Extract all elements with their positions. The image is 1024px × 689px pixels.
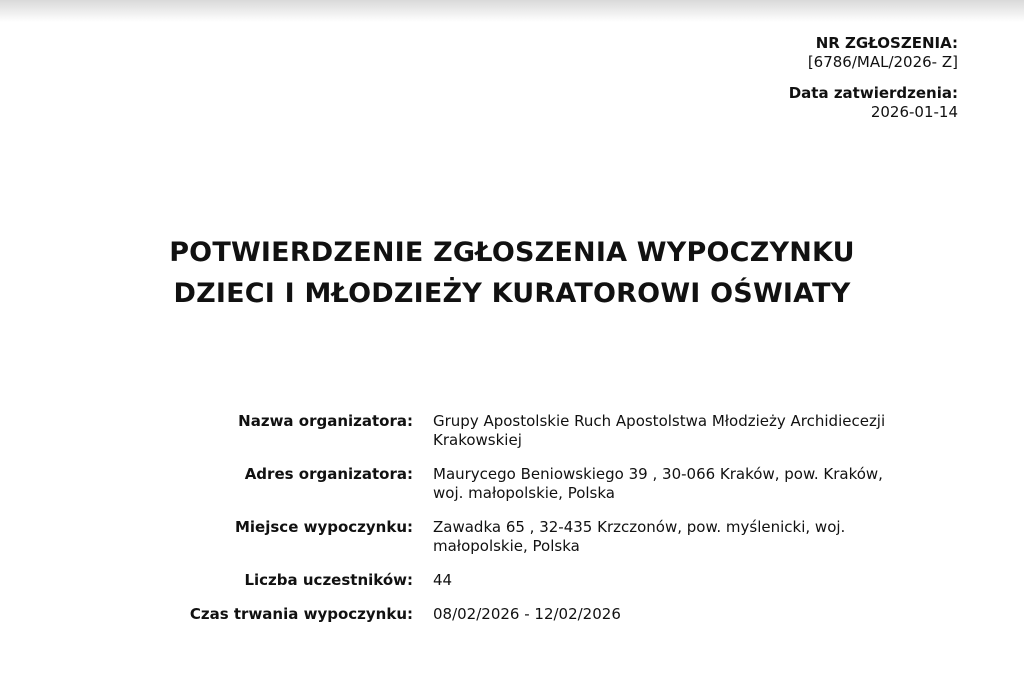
title-line-1: POTWIERDZENIE ZGŁOSZENIA WYPOCZYNKU xyxy=(169,237,855,268)
organizer-address-row xyxy=(150,465,940,518)
duration-row xyxy=(150,605,940,639)
document-title xyxy=(0,232,1024,314)
participants-label: Liczba uczestników: xyxy=(244,571,413,589)
organizer-address-label: Adres organizatora: xyxy=(244,465,413,483)
registration-number-label: NR ZGŁOSZENIA: xyxy=(815,34,958,52)
organizer-name-row xyxy=(150,412,940,465)
duration-label: Czas trwania wypoczynku: xyxy=(189,605,413,623)
venue-value: Zawadka 65 , 32-435 Krzczonów, pow. myślenicki, woj. małopolskie, Polska xyxy=(433,518,846,555)
approval-date-value: 2026-01-14 xyxy=(870,103,958,121)
venue-label: Miejsce wypoczynku: xyxy=(234,518,413,536)
registration-number-value: [6786/MAL/2026- Z] xyxy=(807,53,958,71)
document-meta xyxy=(789,34,958,122)
participants-value: 44 xyxy=(433,571,453,589)
participants-row xyxy=(150,571,940,605)
organizer-name-value: Grupy Apostolskie Ruch Apostolstwa Młodzieży Archidiecezji Krakowskiej xyxy=(433,412,886,449)
approval-date-label: Data zatwierdzenia: xyxy=(788,84,958,102)
organizer-address-value: Maurycego Beniowskiego 39 , 30-066 Kraków, pow. Kraków, woj. małopolskie, Polska xyxy=(433,465,883,502)
details-table xyxy=(150,412,940,639)
duration-value: 08/02/2026 - 12/02/2026 xyxy=(433,605,621,623)
top-shadow xyxy=(0,0,1024,22)
venue-row xyxy=(150,518,940,571)
organizer-name-label: Nazwa organizatora: xyxy=(238,412,413,430)
title-line-2: DZIECI I MŁODZIEŻY KURATOROWI OŚWIATY xyxy=(173,278,851,309)
